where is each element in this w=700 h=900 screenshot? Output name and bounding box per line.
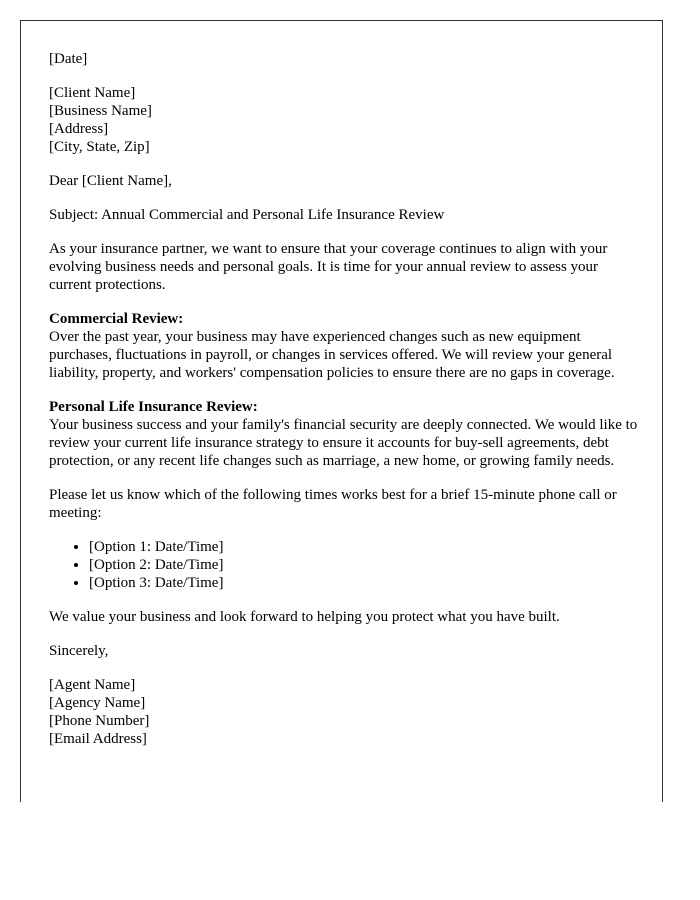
agent-name: [Agent Name] — [49, 677, 136, 693]
recipient-address — [49, 84, 639, 156]
letter-page — [20, 20, 663, 802]
subject-line: Subject: Annual Commercial and Personal Life Insurance Review — [49, 207, 445, 223]
schedule-request: Please let us know which of the following times works best for a brief 15-minute phone call or meeting: — [49, 487, 617, 521]
closing-paragraph: We value your business and look forward to helping you protect what you have built. — [49, 609, 560, 625]
business-name: [Business Name] — [49, 103, 152, 119]
personal-section — [49, 398, 639, 470]
closing: Sincerely, — [49, 643, 109, 659]
commercial-section — [49, 310, 639, 382]
city-state-zip: [City, State, Zip] — [49, 139, 150, 155]
signature-block — [49, 676, 639, 748]
intro-paragraph: As your insurance partner, we want to ensure that your coverage continues to align with your evolving business needs and personal goals. It is time for your annual review to assess your current protections. — [49, 241, 608, 293]
list-item: • [Option 3: Date/Time] — [89, 574, 639, 592]
salutation: Dear [Client Name], — [49, 173, 172, 189]
date: [Date] — [49, 51, 88, 67]
phone-number: [Phone Number] — [49, 713, 150, 729]
list-item: • [Option 1: Date/Time] — [89, 538, 639, 556]
agency-name: [Agency Name] — [49, 695, 146, 711]
letter-content — [49, 50, 639, 748]
commercial-heading: Commercial Review: — [49, 311, 184, 327]
commercial-body: Over the past year, your business may have experienced changes such as new equipment purchases, fluctuations in payroll, or changes in services offered. We will review your general liability, property, and workers' compensation policies to ensure there are no gaps in coverage. — [49, 329, 615, 381]
email-address: [Email Address] — [49, 731, 147, 747]
personal-body: Your business success and your family's financial security are deeply connected. We would like to review your current life insurance strategy to ensure it accounts for buy-sell agreements, debt protection, or any recent life changes such as marriage, a new home, or growing family needs. — [49, 417, 638, 469]
client-name: [Client Name] — [49, 85, 136, 101]
personal-heading: Personal Life Insurance Review: — [49, 399, 258, 415]
time-options-list — [49, 538, 639, 592]
address: [Address] — [49, 121, 109, 137]
list-item: • [Option 2: Date/Time] — [89, 556, 639, 574]
